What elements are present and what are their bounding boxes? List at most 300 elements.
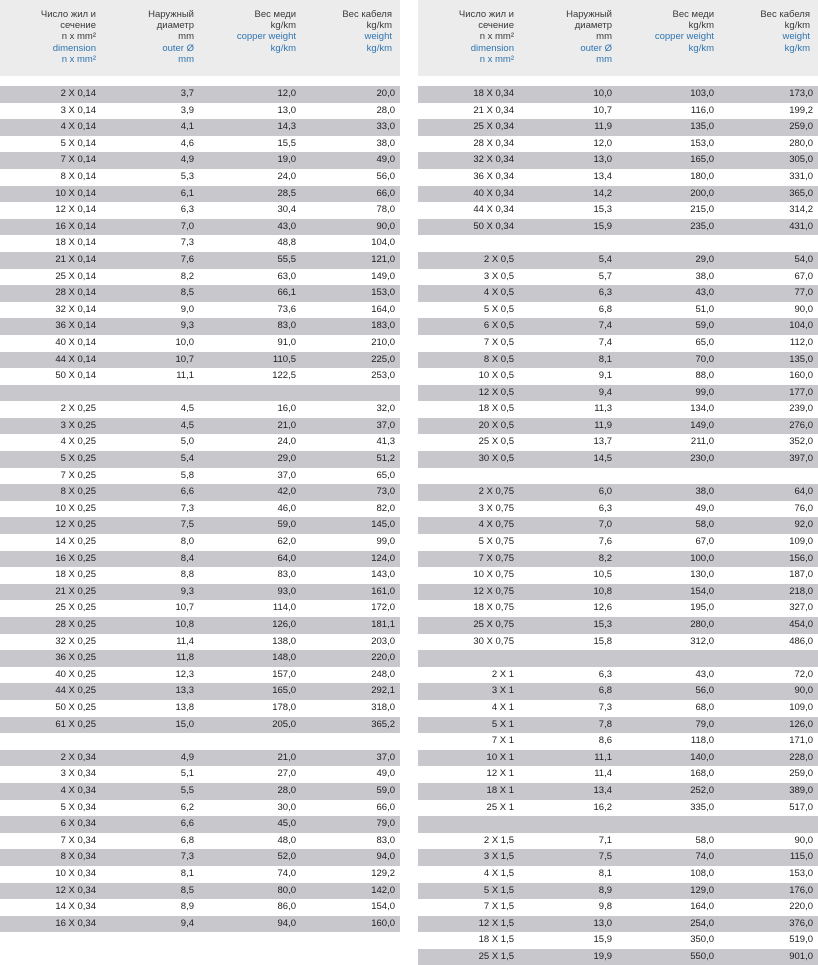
table-row [0,385,400,402]
table-row [418,484,818,501]
cell-copper-weight: 55,5 [277,253,296,265]
cell-cable-weight: 59,0 [376,784,395,796]
cell-cable-weight: 112,0 [789,336,813,348]
cell-dimension: 10 X 0,14 [55,187,96,199]
table-row [0,750,400,767]
cell-outer-diameter: 6,3 [180,204,194,216]
cell-copper-weight: 13,0 [277,104,296,116]
cell-outer-diameter: 8,9 [180,901,194,913]
cell-copper-weight: 118,0 [690,735,714,747]
cell-copper-weight: 43,0 [277,220,296,232]
cell-cable-weight: 99,0 [376,536,395,548]
cell-copper-weight: 79,0 [695,718,714,730]
table-row [0,766,400,783]
cell-copper-weight: 45,0 [277,818,296,830]
cell-copper-weight: 58,0 [695,834,714,846]
cell-dimension: 50 X 0,25 [55,701,96,713]
cell-copper-weight: 66,1 [277,287,296,299]
cell-cable-weight: 28,0 [376,104,395,116]
table-row [418,800,818,817]
cell-cable-weight: 517,0 [789,801,813,813]
cell-dimension: 28 X 0,25 [55,619,96,630]
cell-outer-diameter: 5,1 [180,768,194,780]
table-row [418,103,818,120]
table-row [0,136,400,153]
cell-outer-diameter: 6,3 [598,668,612,680]
cell-outer-diameter: 7,3 [180,502,194,514]
table-row [0,916,400,933]
table-row [418,119,818,136]
cell-outer-diameter: 6,2 [180,801,194,813]
table-row [0,567,400,584]
cell-cable-weight: 352,0 [789,436,813,448]
cell-cable-weight: 156,0 [789,552,813,564]
table-row [0,600,400,617]
cell-outer-diameter: 8,9 [598,884,612,896]
table-row [0,335,400,352]
table-row [418,783,818,800]
table-row [0,86,400,103]
cell-outer-diameter: 7,5 [180,519,194,531]
table-row [418,567,818,584]
cell-copper-weight: 550,0 [690,950,714,962]
cell-cable-weight: 259,0 [789,768,813,780]
table-row [418,634,818,651]
table-row [418,451,818,468]
cell-outer-diameter: 8,8 [180,569,194,581]
cell-dimension: 3 X 0,14 [60,104,96,116]
cell-dimension: 5 X 1,5 [483,884,514,896]
table-row [418,501,818,518]
cell-outer-diameter: 5,8 [180,469,194,481]
cell-outer-diameter: 12,0 [593,137,612,149]
cell-dimension: 25 X 0,5 [478,436,514,448]
cell-cable-weight: 20,0 [376,88,395,99]
cell-copper-weight: 52,0 [277,851,296,863]
cell-copper-weight: 74,0 [277,867,296,879]
header-dimension: Число жил и сечение n x mm² dimension n x mm² [458,9,514,65]
cell-outer-diameter: 4,1 [180,121,194,133]
cell-outer-diameter: 10,0 [175,336,194,348]
cell-copper-weight: 24,0 [277,170,296,182]
table-row [0,269,400,286]
cell-copper-weight: 29,0 [277,453,296,465]
cell-copper-weight: 134,0 [690,403,714,415]
cell-outer-diameter: 4,6 [180,137,194,149]
cell-outer-diameter: 15,3 [593,619,612,630]
cell-dimension: 44 X 0,14 [55,353,96,365]
cell-copper-weight: 48,0 [277,834,296,846]
cell-cable-weight: 248,0 [371,668,395,680]
cell-copper-weight: 21,0 [277,751,296,763]
table-row [418,285,818,302]
cell-cable-weight: 92,0 [794,519,813,531]
cell-outer-diameter: 8,1 [598,867,612,879]
cell-dimension: 25 X 0,14 [55,270,96,282]
cell-cable-weight: 82,0 [376,502,395,514]
cell-outer-diameter: 10,7 [175,602,194,614]
cell-dimension: 5 X 0,75 [478,536,514,548]
cell-copper-weight: 335,0 [690,801,714,813]
cell-cable-weight: 37,0 [376,419,395,431]
cell-copper-weight: 12,0 [277,88,296,99]
cell-cable-weight: 187,0 [789,569,813,581]
table-row [418,152,818,169]
cell-outer-diameter: 6,8 [180,834,194,846]
cell-cable-weight: 66,0 [376,801,395,813]
cell-dimension: 10 X 0,75 [473,569,514,581]
cell-dimension: 8 X 0,25 [60,486,96,498]
table-row [418,352,818,369]
table-row [0,103,400,120]
cell-copper-weight: 37,0 [277,469,296,481]
cell-dimension: 40 X 0,34 [473,187,514,199]
table-row [418,717,818,734]
table-row [418,949,818,965]
table-row [0,285,400,302]
cell-dimension: 50 X 0,14 [55,370,96,382]
cell-copper-weight: 211,0 [690,436,714,448]
cell-dimension: 7 X 1,5 [483,901,514,913]
cell-dimension: 3 X 1,5 [483,851,514,863]
table-row [418,86,818,103]
cell-cable-weight: 181,1 [371,619,395,630]
table-row [418,584,818,601]
cell-cable-weight: 143,0 [371,569,395,581]
table-row [0,468,400,485]
cell-cable-weight: 171,0 [789,735,813,747]
cell-cable-weight: 397,0 [789,453,813,465]
cell-copper-weight: 49,0 [695,502,714,514]
cell-dimension: 12 X 0,75 [473,585,514,597]
cell-copper-weight: 164,0 [690,901,714,913]
table-row [0,849,400,866]
table-row [418,849,818,866]
cell-outer-diameter: 8,1 [598,353,612,365]
table-row [418,883,818,900]
cell-cable-weight: 160,0 [371,917,395,929]
table-row [0,235,400,252]
cell-outer-diameter: 7,4 [598,336,612,348]
cell-outer-diameter: 6,3 [598,502,612,514]
cell-outer-diameter: 8,4 [180,552,194,564]
cell-cable-weight: 161,0 [371,585,395,597]
cell-dimension: 2 X 1,5 [483,834,514,846]
table-row [418,683,818,700]
cell-copper-weight: 38,0 [695,486,714,498]
table-body [0,86,400,932]
cell-copper-weight: 14,3 [277,121,296,133]
cell-cable-weight: 49,0 [376,154,395,166]
cell-cable-weight: 64,0 [794,486,813,498]
header-outer-diameter: Наружный диаметр mm outer Ø mm [148,9,194,65]
cell-copper-weight: 28,5 [277,187,296,199]
cell-cable-weight: 220,0 [789,901,813,913]
cell-dimension: 36 X 0,25 [55,652,96,664]
cell-outer-diameter: 6,1 [180,187,194,199]
cell-dimension: 7 X 0,34 [60,834,96,846]
cell-dimension: 18 X 1 [486,784,514,796]
cell-dimension: 5 X 0,14 [60,137,96,149]
cell-cable-weight: 51,2 [376,453,395,465]
cell-cable-weight: 73,0 [376,486,395,498]
cell-outer-diameter: 7,3 [598,701,612,713]
cell-copper-weight: 103,0 [690,88,714,99]
cell-copper-weight: 280,0 [690,619,714,630]
cell-cable-weight: 54,0 [794,253,813,265]
cell-dimension: 14 X 0,34 [55,901,96,913]
cell-dimension: 6 X 0,5 [483,320,514,332]
cell-outer-diameter: 4,9 [180,154,194,166]
cell-cable-weight: 104,0 [371,237,395,249]
cell-outer-diameter: 16,2 [593,801,612,813]
header-copper-weight: Вес меди kg/km copper weight kg/km [654,9,714,54]
cell-cable-weight: 90,0 [376,220,395,232]
cell-copper-weight: 30,4 [277,204,296,216]
cell-dimension: 28 X 0,14 [55,287,96,299]
table-row [0,816,400,833]
cell-outer-diameter: 14,2 [593,187,612,199]
cell-copper-weight: 59,0 [695,320,714,332]
cell-copper-weight: 64,0 [277,552,296,564]
cell-outer-diameter: 13,0 [593,154,612,166]
cell-outer-diameter: 15,3 [593,204,612,216]
cell-copper-weight: 48,8 [277,237,296,249]
cell-cable-weight: 225,0 [371,353,395,365]
cell-cable-weight: 121,0 [371,253,395,265]
cell-copper-weight: 83,0 [277,569,296,581]
table-row [0,302,400,319]
cell-dimension: 3 X 0,75 [478,502,514,514]
cell-cable-weight: 32,0 [376,403,395,415]
table-row [418,235,818,252]
cell-dimension: 25 X 0,75 [473,619,514,630]
table-row [0,683,400,700]
cell-copper-weight: 100,0 [690,552,714,564]
cell-cable-weight: 173,0 [789,88,813,99]
table-row [418,335,818,352]
cell-dimension: 61 X 0,25 [55,718,96,730]
cell-copper-weight: 180,0 [690,170,714,182]
cell-outer-diameter: 5,4 [180,453,194,465]
cell-cable-weight: 56,0 [376,170,395,182]
table-row [418,600,818,617]
cell-cable-weight: 901,0 [789,950,813,962]
table-row [418,700,818,717]
header-cable-weight: Вес кабеля kg/km weight kg/km [760,9,810,54]
cell-outer-diameter: 9,8 [598,901,612,913]
cell-cable-weight: 292,1 [371,685,395,697]
cell-outer-diameter: 10,5 [593,569,612,581]
cell-cable-weight: 176,0 [789,884,813,896]
cell-dimension: 8 X 0,5 [483,353,514,365]
cell-outer-diameter: 13,4 [593,170,612,182]
cell-outer-diameter: 13,7 [593,436,612,448]
table-row [418,517,818,534]
cell-dimension: 5 X 0,34 [60,801,96,813]
cell-outer-diameter: 12,3 [175,668,194,680]
cell-outer-diameter: 8,0 [180,536,194,548]
cell-copper-weight: 165,0 [690,154,714,166]
table-row [418,750,818,767]
cell-cable-weight: 280,0 [789,137,813,149]
table-row [418,916,818,933]
cell-outer-diameter: 7,0 [180,220,194,232]
cell-outer-diameter: 3,9 [180,104,194,116]
cell-cable-weight: 109,0 [789,536,813,548]
cell-cable-weight: 172,0 [371,602,395,614]
cell-dimension: 16 X 0,14 [55,220,96,232]
cell-outer-diameter: 7,8 [598,718,612,730]
cell-copper-weight: 200,0 [690,187,714,199]
cell-outer-diameter: 5,5 [180,784,194,796]
cell-cable-weight: 519,0 [789,934,813,946]
cell-dimension: 30 X 0,5 [478,453,514,465]
cell-dimension: 2 X 0,34 [60,751,96,763]
cell-copper-weight: 80,0 [277,884,296,896]
cell-outer-diameter: 7,5 [598,851,612,863]
table-row [418,302,818,319]
cell-cable-weight: 454,0 [789,619,813,630]
cell-copper-weight: 65,0 [695,336,714,348]
cell-dimension: 18 X 0,34 [473,88,514,99]
cell-copper-weight: 129,0 [690,884,714,896]
cell-dimension: 7 X 0,75 [478,552,514,564]
cell-cable-weight: 135,0 [789,353,813,365]
cell-copper-weight: 138,0 [272,635,296,647]
cell-outer-diameter: 8,2 [180,270,194,282]
table-row [418,766,818,783]
cell-outer-diameter: 9,0 [180,303,194,315]
cell-copper-weight: 62,0 [277,536,296,548]
cell-copper-weight: 91,0 [277,336,296,348]
cell-outer-diameter: 14,5 [593,453,612,465]
table-row [418,401,818,418]
cell-cable-weight: 94,0 [376,851,395,863]
cell-outer-diameter: 8,1 [180,867,194,879]
cell-dimension: 12 X 0,5 [478,386,514,398]
cell-dimension: 8 X 0,34 [60,851,96,863]
cell-dimension: 6 X 0,34 [60,818,96,830]
cell-cable-weight: 183,0 [371,320,395,332]
table-row [0,252,400,269]
table-row [418,169,818,186]
cell-copper-weight: 15,5 [277,137,296,149]
cell-copper-weight: 350,0 [690,934,714,946]
table-row [0,733,400,750]
cell-copper-weight: 43,0 [695,668,714,680]
cell-outer-diameter: 10,7 [593,104,612,116]
cell-dimension: 12 X 0,14 [55,204,96,216]
cell-dimension: 32 X 0,25 [55,635,96,647]
cell-copper-weight: 38,0 [695,270,714,282]
cell-cable-weight: 305,0 [789,154,813,166]
cell-cable-weight: 124,0 [371,552,395,564]
table-row [418,932,818,949]
cell-copper-weight: 56,0 [695,685,714,697]
table-row [0,584,400,601]
cell-cable-weight: 67,0 [794,270,813,282]
cell-dimension: 20 X 0,5 [478,419,514,431]
cell-cable-weight: 164,0 [371,303,395,315]
cell-outer-diameter: 9,4 [180,917,194,929]
cell-copper-weight: 108,0 [690,867,714,879]
cell-cable-weight: 77,0 [794,287,813,299]
cell-cable-weight: 142,0 [371,884,395,896]
table-row [418,650,818,667]
cell-outer-diameter: 15,9 [593,934,612,946]
table-row [418,318,818,335]
table-row [0,517,400,534]
cell-dimension: 25 X 0,25 [55,602,96,614]
cell-copper-weight: 88,0 [695,370,714,382]
cell-cable-weight: 486,0 [789,635,813,647]
table-row [0,169,400,186]
cell-dimension: 12 X 1,5 [478,917,514,929]
cell-outer-diameter: 6,6 [180,818,194,830]
cell-dimension: 44 X 0,34 [473,204,514,216]
table-row [418,551,818,568]
table-row [0,650,400,667]
cell-dimension: 7 X 1 [491,735,514,747]
table-row [418,418,818,435]
cell-copper-weight: 230,0 [690,453,714,465]
cell-dimension: 3 X 1 [491,685,514,697]
cell-outer-diameter: 4,5 [180,403,194,415]
cell-dimension: 18 X 0,25 [55,569,96,581]
cell-dimension: 21 X 0,25 [55,585,96,597]
table-row [0,866,400,883]
cell-copper-weight: 59,0 [277,519,296,531]
table-row [418,534,818,551]
cell-dimension: 28 X 0,34 [473,137,514,149]
header-outer-diameter: Наружный диаметр mm outer Ø mm [566,9,612,65]
cell-outer-diameter: 7,6 [598,536,612,548]
table-row [418,816,818,833]
cell-dimension: 40 X 0,25 [55,668,96,680]
cell-cable-weight: 129,2 [371,867,395,879]
cell-outer-diameter: 10,8 [175,619,194,630]
table-row [418,269,818,286]
cell-dimension: 14 X 0,25 [55,536,96,548]
table-row [0,551,400,568]
table-row [0,617,400,634]
table-row [418,368,818,385]
cell-copper-weight: 27,0 [277,768,296,780]
table-body [418,86,818,965]
table-row [0,434,400,451]
table-row [418,667,818,684]
cell-copper-weight: 67,0 [695,536,714,548]
table-row [0,202,400,219]
cell-copper-weight: 154,0 [690,585,714,597]
table-row [0,634,400,651]
cell-outer-diameter: 6,8 [598,303,612,315]
cell-cable-weight: 79,0 [376,818,395,830]
table-row [418,219,818,236]
cell-outer-diameter: 11,9 [594,121,612,133]
cell-dimension: 32 X 0,34 [473,154,514,166]
cell-cable-weight: 33,0 [376,121,395,133]
cell-outer-diameter: 13,8 [175,701,194,713]
cell-copper-weight: 58,0 [695,519,714,531]
cell-copper-weight: 30,0 [277,801,296,813]
cell-cable-weight: 154,0 [371,901,395,913]
cell-dimension: 10 X 1 [486,751,514,763]
cell-dimension: 5 X 0,5 [483,303,514,315]
cell-dimension: 7 X 0,5 [483,336,514,348]
cell-cable-weight: 210,0 [371,336,395,348]
